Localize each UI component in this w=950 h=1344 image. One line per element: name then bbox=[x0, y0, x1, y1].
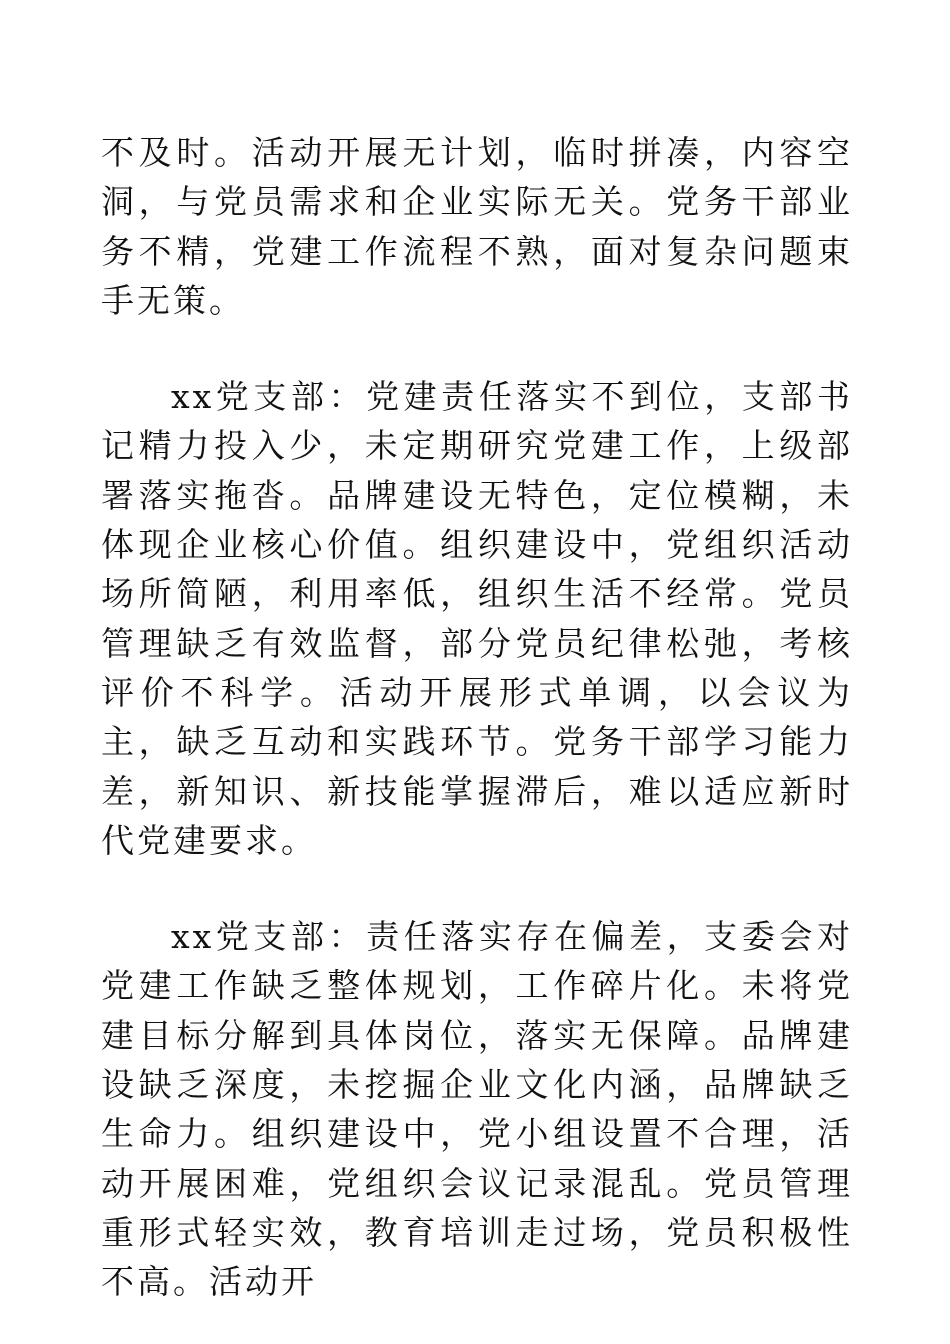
paragraph-branch-2: xx党支部：责任落实存在偏差，支委会对党建工作缺乏整体规划，工作碎片化。未将党建目标分解到具体岗位，落实无保障。品牌建设缺乏深度，未挖掘企业文化内涵，品牌缺乏生命力。组织建设中，党小组设置不合理，活动开展困难，党组织会议记录混乱。党员管理重形式轻实效，教育培训走过场，党员积极性不高。活动开 bbox=[101, 917, 853, 1302]
paragraph-continuation: 不及时。活动开展无计划，临时拼凑，内容空洞，与党员需求和企业实际无关。党务干部业务不精，党建工作流程不熟，面对复杂问题束手无策。 bbox=[101, 133, 853, 320]
paragraph-branch-1: xx党支部：党建责任落实不到位，支部书记精力投入少，未定期研究党建工作，上级部署落实拖沓。品牌建设无特色，定位模糊，未体现企业核心价值。组织建设中，党组织活动场所简陋，利用率低，组织生活不经常。党员管理缺乏有效监督，部分党员纪律松弛，考核评价不科学。活动开展形式单调，以会议为主，缺乏互动和实践环节。党务干部学习能力差，新知识、新技能掌握滞后，难以适应新时代党建要求。 bbox=[101, 377, 853, 860]
document-body bbox=[101, 128, 853, 1307]
